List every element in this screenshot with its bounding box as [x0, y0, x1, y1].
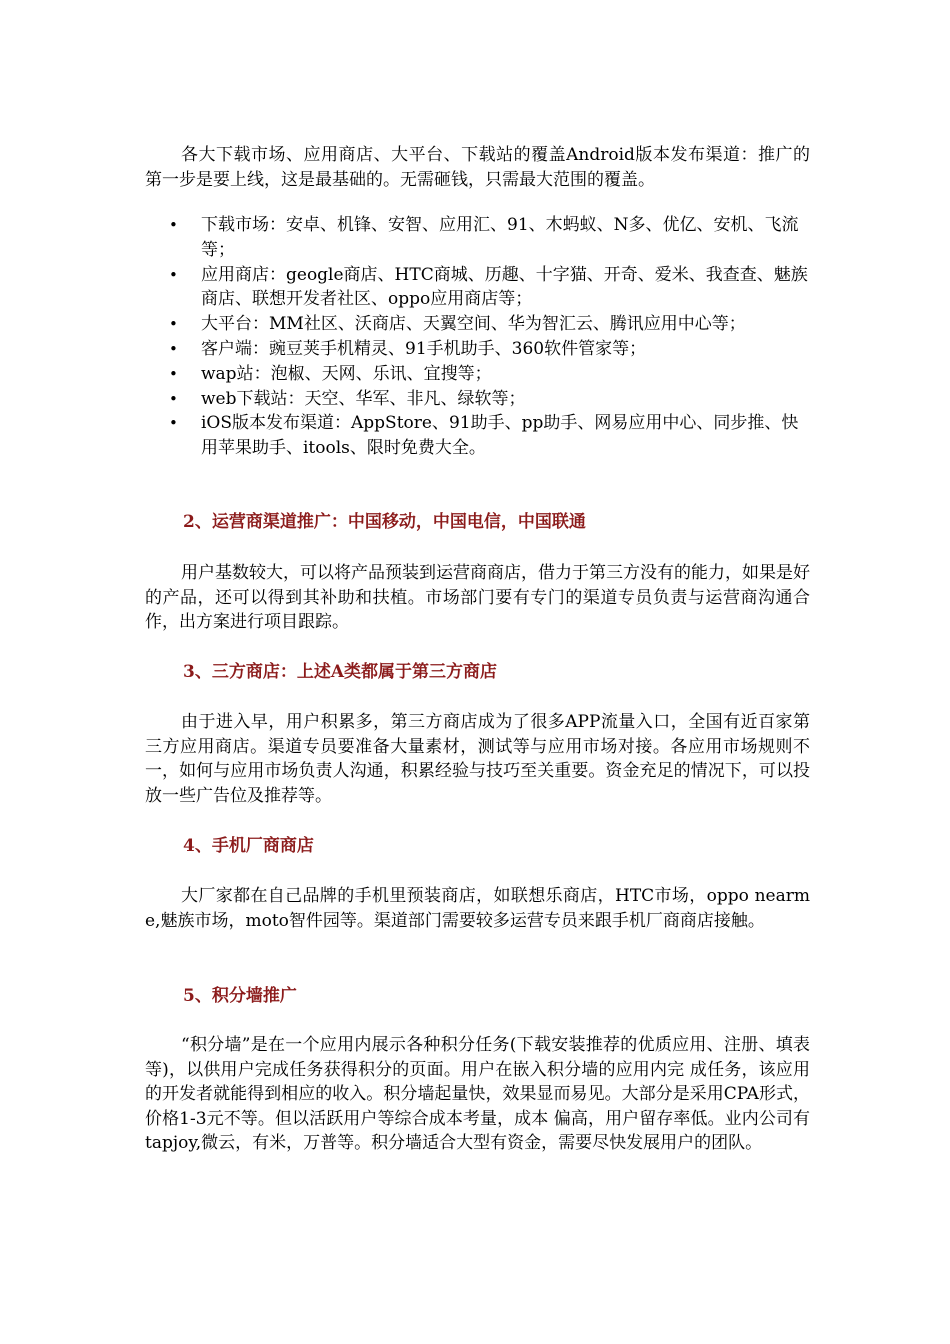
list-item	[145, 387, 810, 412]
list-item-text: 下载市场：安卓、机锋、安智、应用汇、91、木蚂蚁、N多、优亿、安机、飞流等；	[201, 215, 799, 260]
list-item-text: iOS版本发布渠道：AppStore、91助手、pp助手、网易应用中心、同步推、快用苹果助手、itools、限时免费大全。	[201, 413, 799, 459]
intro-paragraph: 各大下载市场、应用商店、大平台、下载站的覆盖Android版本发布渠道：推广的第一步是要上线，这是最基础的。无需砸钱，只需最大范围的覆盖。	[145, 145, 810, 190]
list-item-text: 客户端：豌豆荚手机精灵、91手机助手、360软件管家等；	[201, 338, 647, 359]
list-item	[145, 263, 810, 313]
list-item	[145, 337, 810, 362]
list-item	[145, 312, 810, 337]
list-item-text: 大平台：MM社区、沃商店、天翼空间、华为智汇云、腾讯应用中心等；	[201, 314, 746, 335]
list-item	[145, 213, 810, 263]
list-item-text: 应用商店：geogle商店、HTC商城、历趣、十字猫、开奇、爱米、我查查、魅族商店、联想开发者社区、oppo应用商店等；	[201, 264, 808, 310]
bullet-icon: •	[169, 315, 178, 334]
section-body-offerwall: “积分墙”是在一个应用内展示各种积分任务(下载安装推荐的优质应用、注册、填表等)，以供用户完成任务获得积分的页面。用户在嵌入积分墙的应用内完 成任务，该应用的开发者就能得到相应的收入。积分墙起量快，效果显而易见。大部分是采用CPA形式，价格1-3元不等。但以活跃用户等综合成本考量，成本 偏高，用户留存率低。业内公司有tapjoy,微云，有米，万普等。积分墙适合大型有资金，需要尽快发展用户的团队。	[145, 1035, 810, 1153]
list-item-text: wap站：泡椒、天网、乐讯、宜搜等；	[201, 363, 492, 384]
section-body-manufacturer: 大厂家都在自己品牌的手机里预装商店，如联想乐商店，HTC市场，oppo nearme,魅族市场，moto智件园等。渠道部门需要较多运营专员来跟手机厂商商店接触。	[145, 886, 810, 931]
bullet-icon: •	[169, 389, 178, 408]
section-heading-operator: 2、运营商渠道推广：中国移动，中国电信，中国联通	[183, 512, 586, 532]
list-item-text: web下载站：天空、华军、非凡、绿软等；	[201, 388, 526, 409]
section-heading-third-party: 3、三方商店：上述A类都属于第三方商店	[183, 662, 498, 682]
section-heading-manufacturer: 4、手机厂商商店	[183, 836, 314, 856]
bullet-icon: •	[169, 339, 178, 358]
bullet-icon: •	[169, 265, 178, 284]
bullet-icon: •	[169, 414, 178, 433]
section-body-operator: 用户基数较大，可以将产品预装到运营商商店，借力于第三方没有的能力，如果是好的产品，还可以得到其补助和扶植。市场部门要有专门的渠道专员负责与运营商沟通合作，出方案进行项目跟踪。	[145, 563, 810, 632]
section-heading-offerwall: 5、积分墙推广	[183, 986, 297, 1006]
bullet-icon: •	[169, 364, 178, 383]
list-item	[145, 362, 810, 387]
channel-list	[145, 213, 810, 461]
bullet-icon: •	[169, 216, 178, 234]
list-item	[145, 411, 810, 461]
section-body-third-party: 由于进入早，用户积累多，第三方商店成为了很多APP流量入口，全国有近百家第三方应用商店。渠道专员要准备大量素材，测试等与应用市场对接。各应用市场规则不一，如何与应用市场负责人沟通，积累经验与技巧至关重要。资金充足的情况下，可以投放一些广告位及推荐等。	[145, 712, 810, 806]
